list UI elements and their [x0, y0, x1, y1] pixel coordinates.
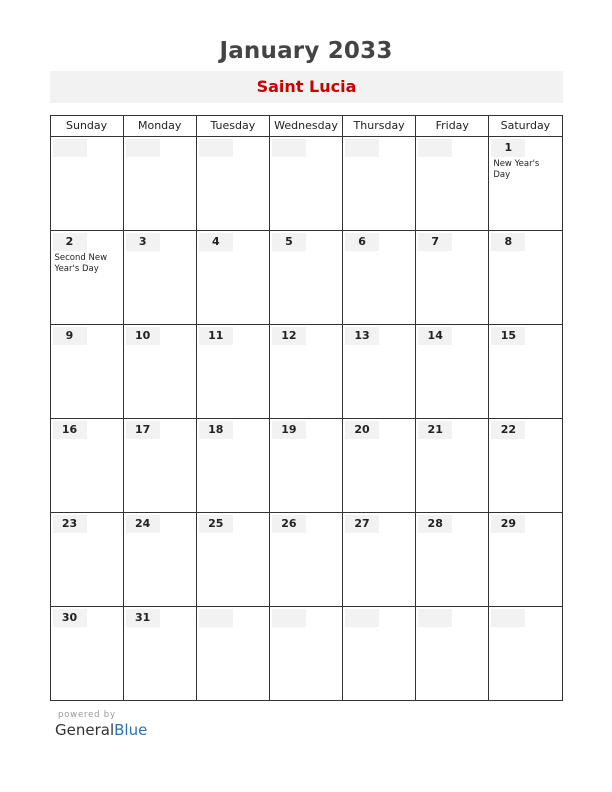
country-banner: [50, 71, 563, 103]
day-number: 23: [53, 515, 87, 533]
day-number: [491, 609, 525, 627]
week-row: [50, 136, 562, 230]
brand-blue: Blue: [114, 721, 148, 739]
day-cell: [50, 606, 123, 700]
day-cell: [123, 418, 196, 512]
day-cell: [196, 136, 269, 230]
week-row: [50, 324, 562, 418]
day-number: 25: [199, 515, 233, 533]
day-number: [418, 609, 452, 627]
day-number: 29: [491, 515, 525, 533]
day-cell: [269, 606, 342, 700]
day-number: [272, 139, 306, 157]
day-number: 27: [345, 515, 379, 533]
day-cell: [123, 606, 196, 700]
day-number: 11: [199, 327, 233, 345]
day-cell: [416, 230, 489, 324]
day-cell: [50, 512, 123, 606]
day-cell: [489, 606, 562, 700]
day-number: [345, 139, 379, 157]
weekday-thursday: Thursday: [343, 115, 416, 136]
week-row: [50, 512, 562, 606]
weekday-header-row: [50, 115, 562, 136]
day-number: 10: [126, 327, 160, 345]
weekday-friday: Friday: [416, 115, 489, 136]
day-number: 12: [272, 327, 306, 345]
holiday-label: Second New Year's Day: [54, 252, 108, 274]
weekday-sunday: Sunday: [50, 115, 123, 136]
week-row: [50, 230, 562, 324]
weekday-monday: Monday: [123, 115, 196, 136]
day-cell: [123, 136, 196, 230]
day-cell: [489, 512, 562, 606]
day-number: 31: [126, 609, 160, 627]
week-row: [50, 418, 562, 512]
day-number: [418, 139, 452, 157]
day-cell: [269, 136, 342, 230]
day-cell: [489, 418, 562, 512]
day-cell: [123, 324, 196, 418]
day-cell: [269, 324, 342, 418]
generalblue-logo[interactable]: [55, 721, 147, 739]
day-number: [345, 609, 379, 627]
day-number: 16: [53, 421, 87, 439]
country-name: Saint Lucia: [256, 77, 357, 96]
holiday-label: New Year's Day: [493, 158, 540, 180]
day-number: 14: [418, 327, 452, 345]
day-number: 2: [53, 233, 87, 251]
calendar-body: [50, 136, 562, 700]
day-number: [199, 609, 233, 627]
day-cell: [50, 136, 123, 230]
day-cell: [416, 324, 489, 418]
day-number: 24: [126, 515, 160, 533]
day-number: [272, 609, 306, 627]
day-cell: [50, 230, 123, 324]
weekday-saturday: Saturday: [489, 115, 562, 136]
day-number: 13: [345, 327, 379, 345]
day-number: 6: [345, 233, 379, 251]
day-cell: [489, 324, 562, 418]
day-cell: [416, 136, 489, 230]
day-number: 1: [491, 139, 525, 157]
day-cell: [343, 512, 416, 606]
day-cell: [50, 324, 123, 418]
day-cell: [416, 606, 489, 700]
day-cell: [123, 512, 196, 606]
powered-by-text: powered by: [58, 710, 116, 720]
day-cell: [196, 606, 269, 700]
day-number: 18: [199, 421, 233, 439]
day-cell: [269, 418, 342, 512]
day-cell: [50, 418, 123, 512]
day-cell: [343, 324, 416, 418]
day-cell: [416, 512, 489, 606]
day-number: 5: [272, 233, 306, 251]
day-cell: [196, 418, 269, 512]
day-cell: [343, 606, 416, 700]
day-cell: [196, 230, 269, 324]
day-cell: [123, 230, 196, 324]
weekday-wednesday: Wednesday: [269, 115, 342, 136]
brand-general: General: [55, 721, 115, 739]
day-number: 8: [491, 233, 525, 251]
week-row: [50, 606, 562, 700]
day-number: 17: [126, 421, 160, 439]
day-cell: [343, 418, 416, 512]
day-number: 15: [491, 327, 525, 345]
day-number: 4: [199, 233, 233, 251]
calendar-grid: [50, 115, 563, 701]
day-cell: [489, 136, 562, 230]
day-cell: [269, 230, 342, 324]
day-cell: [343, 230, 416, 324]
day-number: [199, 139, 233, 157]
weekday-tuesday: Tuesday: [196, 115, 269, 136]
day-number: 9: [53, 327, 87, 345]
day-number: 28: [418, 515, 452, 533]
day-number: 19: [272, 421, 306, 439]
day-number: 3: [126, 233, 160, 251]
day-number: 30: [53, 609, 87, 627]
day-cell: [489, 230, 562, 324]
day-number: 7: [418, 233, 452, 251]
day-cell: [196, 512, 269, 606]
day-number: 22: [491, 421, 525, 439]
day-number: [53, 139, 87, 157]
calendar-title: January 2033: [219, 38, 393, 64]
day-cell: [196, 324, 269, 418]
day-cell: [416, 418, 489, 512]
day-number: [126, 139, 160, 157]
day-number: 21: [418, 421, 452, 439]
day-number: 20: [345, 421, 379, 439]
day-cell: [269, 512, 342, 606]
day-number: 26: [272, 515, 306, 533]
day-cell: [343, 136, 416, 230]
